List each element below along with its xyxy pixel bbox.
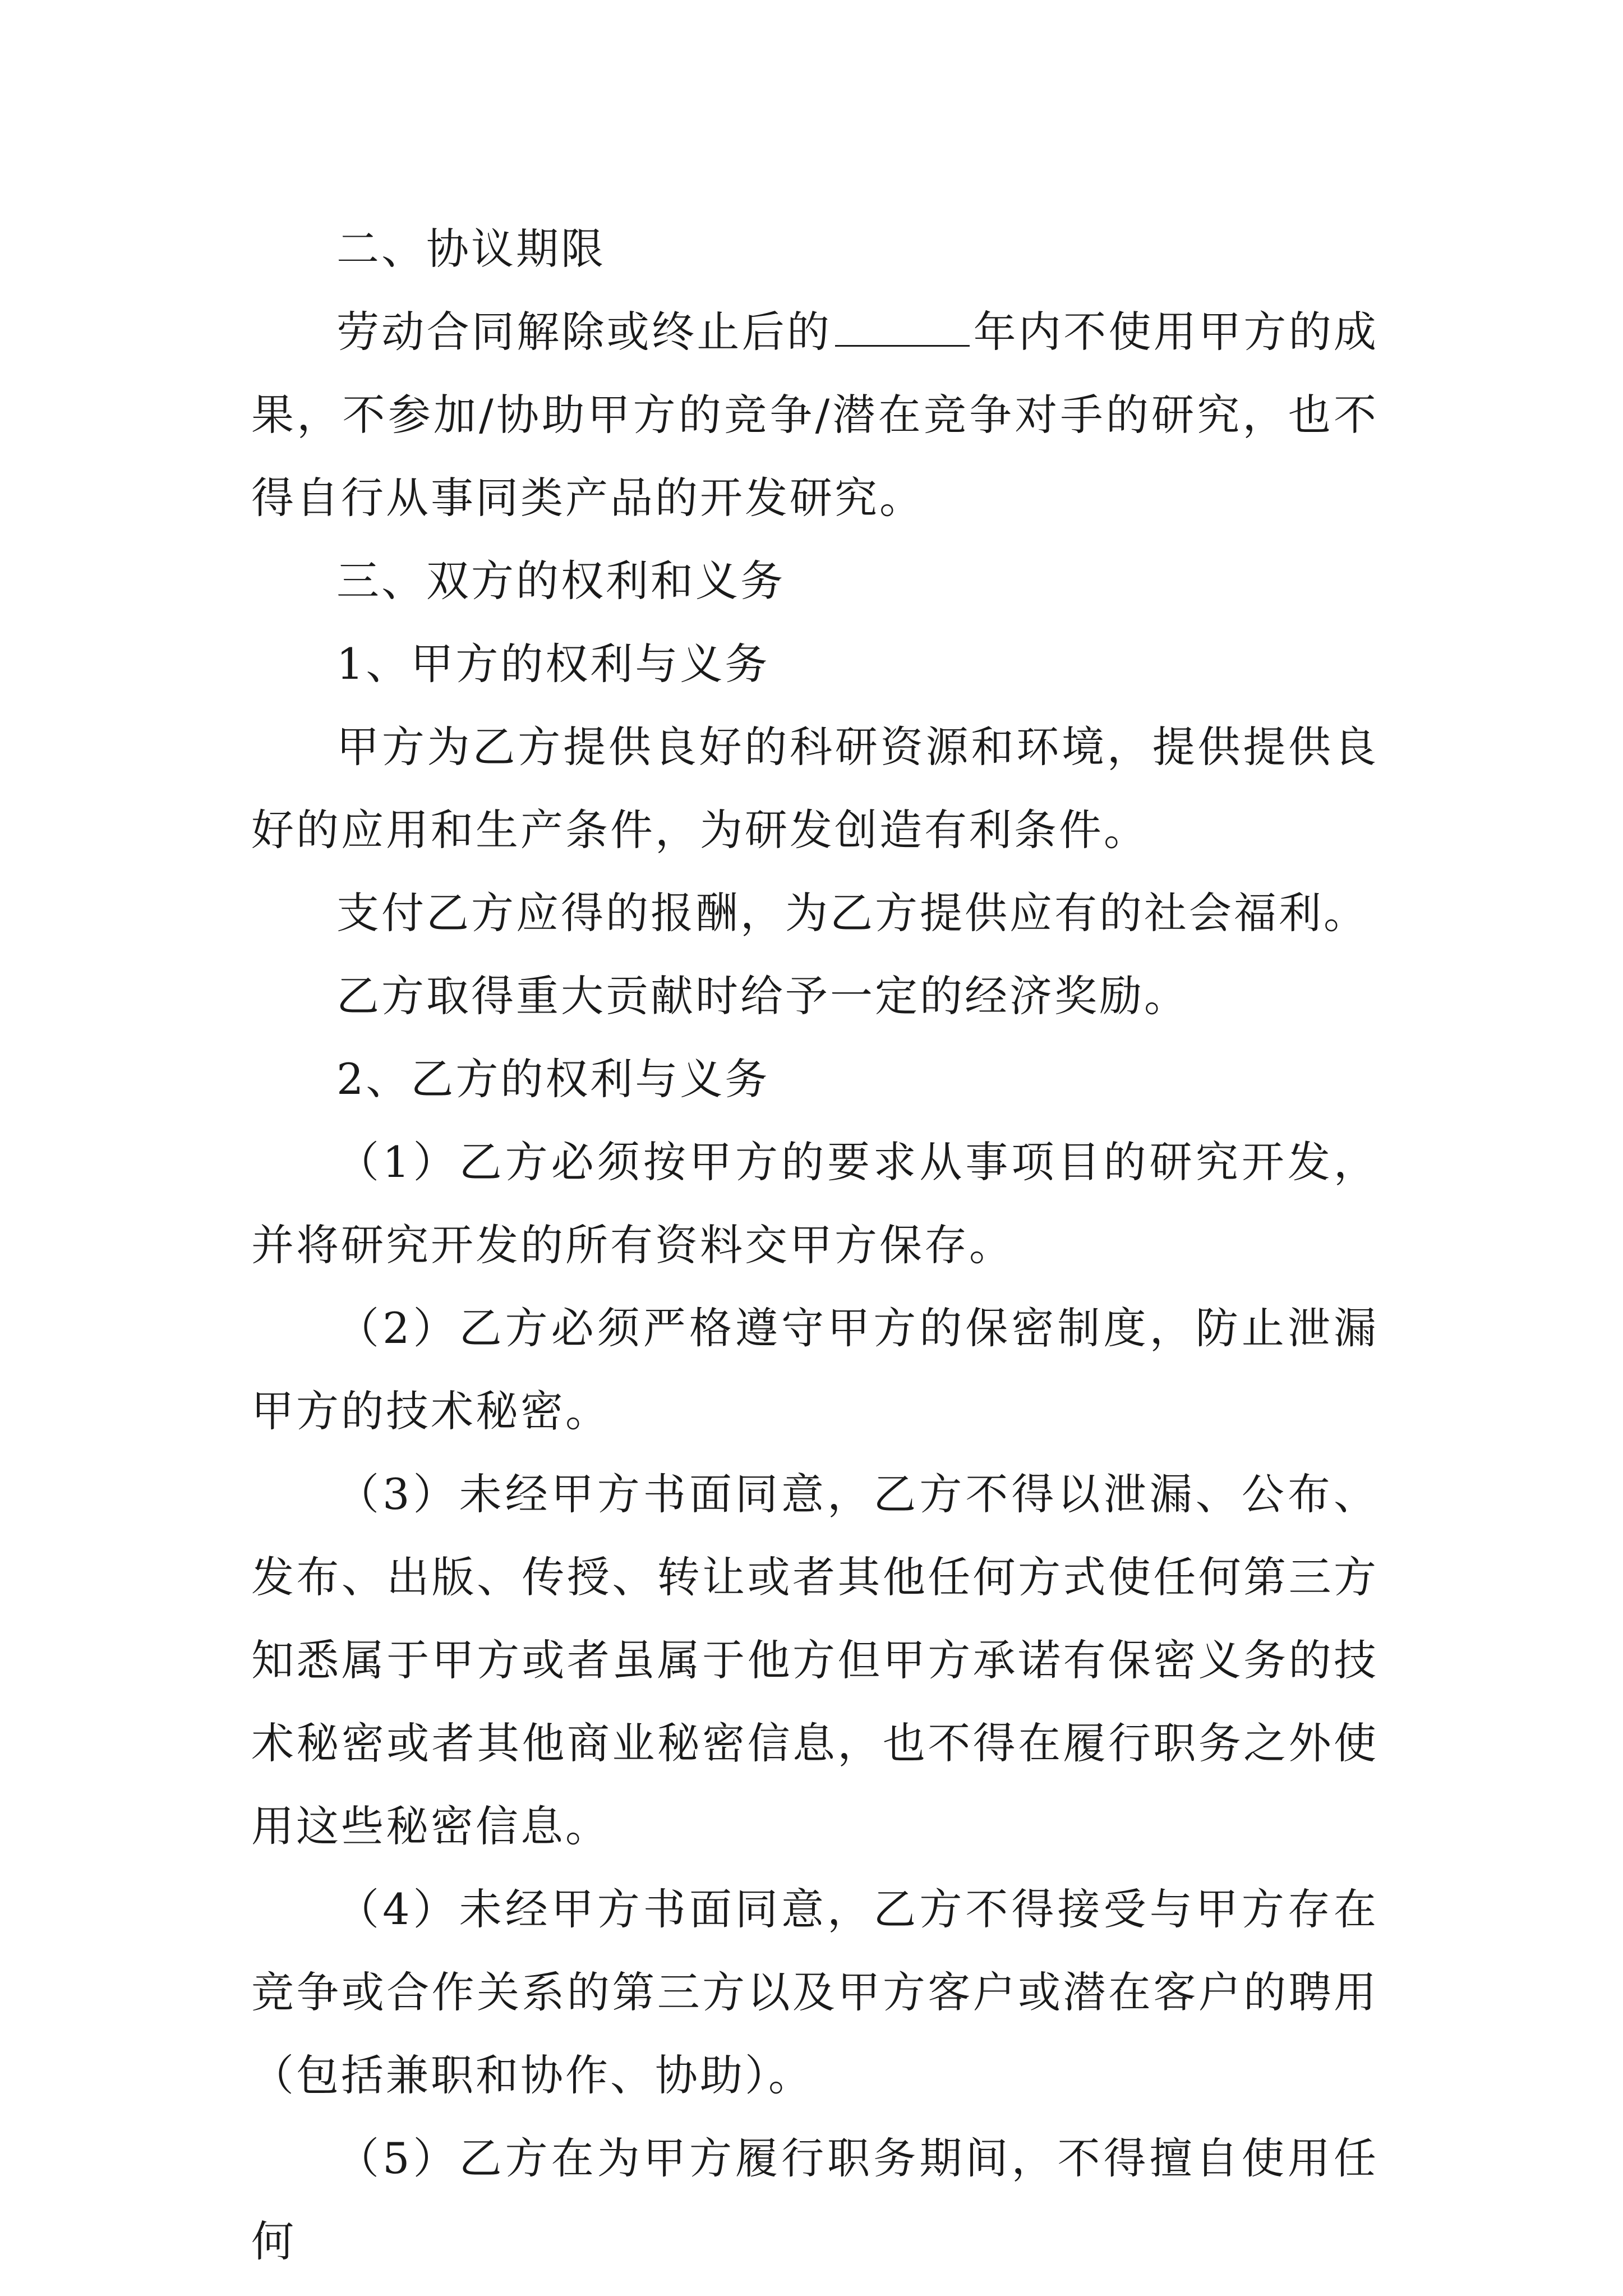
party-a-obligation-3: 乙方取得重大贡献时给予一定的经济奖励。 <box>336 971 1189 1021</box>
term-clause-text-after: 年内不使用甲方的成果，不参加/协助甲方的竞争/潜在竞争对手的研究，也不得自行从事同类产品的开发研究。 <box>251 307 1379 523</box>
subsection-heading-party-b: 2、乙方的权利与义务 <box>336 1054 770 1104</box>
term-clause <box>251 291 1378 540</box>
party-a-obligation-2: 支付乙方应得的报酬，为乙方提供应有的社会福利。 <box>336 888 1368 938</box>
party-a-obligation-1: 甲方为乙方提供良好的科研资源和环境，提供提供良好的应用和生产条件，为研发创造有利条件。 <box>251 722 1378 855</box>
term-clause-text-before: 劳动合同解除或终止后的 <box>336 307 832 357</box>
section-heading-term: 二、协议期限 <box>336 224 606 274</box>
section-heading-rights: 三、双方的权利和义务 <box>336 556 785 606</box>
party-b-item-3: （3）未经甲方书面同意，乙方不得以泄漏、公布、发布、出版、传授、转让或者其他任何方式使任何第三方知悉属于甲方或者虽属于他方但甲方承诺有保密义务的技术秘密或者其他商业秘密信息，也不得在履行职务之外使用这些秘密信息。 <box>251 1469 1378 1851</box>
party-b-item-5: （5）乙方在为甲方履行职务期间，不得擅自使用任何 <box>251 2133 1378 2266</box>
subsection-heading-party-a: 1、甲方的权利与义务 <box>336 639 770 689</box>
document-body <box>251 208 1378 2283</box>
party-b-item-2: （2）乙方必须严格遵守甲方的保密制度，防止泄漏甲方的技术秘密。 <box>251 1303 1378 1436</box>
party-b-item-1: （1）乙方必须按甲方的要求从事项目的研究开发，并将研究开发的所有资料交甲方保存。 <box>251 1137 1378 1270</box>
fill-in-blank-years <box>835 311 970 347</box>
party-b-item-4: （4）未经甲方书面同意，乙方不得接受与甲方存在竞争或合作关系的第三方以及甲方客户或潜在客户的聘用（包括兼职和协作、协助）。 <box>251 1884 1378 2100</box>
